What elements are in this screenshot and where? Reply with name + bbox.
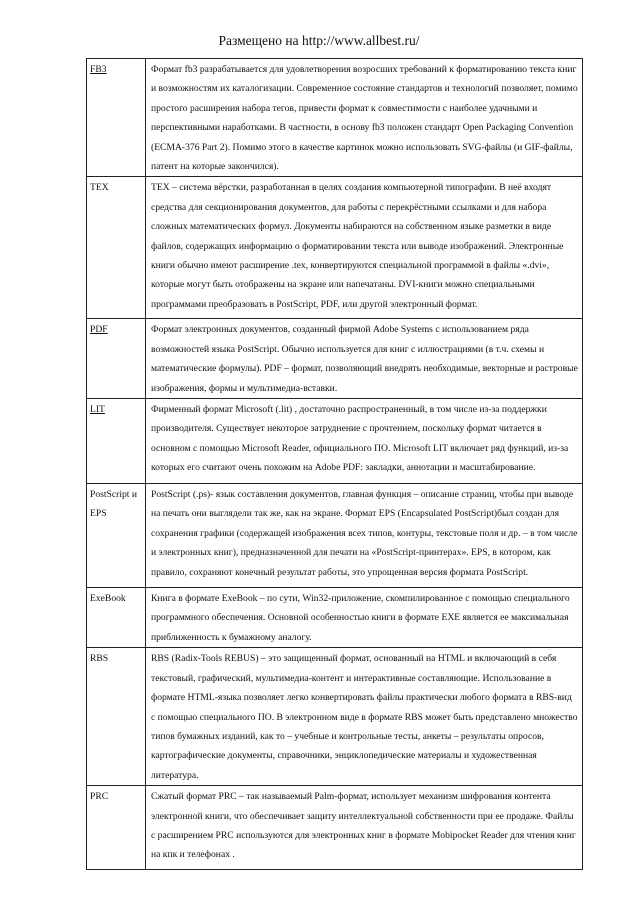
format-name-cell (87, 59, 146, 177)
table-row (87, 484, 583, 588)
format-description-cell: Сжатый формат PRC – так называемый Palm-формат, использует механизм шифрования контента электронной книги, что обеспечивает защиту интеллектуальной собственности при ее продаже. Файлы с расширением PRC используются для электронных книг в формате Mobipocket Reader для чтения книг на кпк и телефонах . (146, 786, 583, 870)
table-row (87, 588, 583, 648)
format-name-cell (87, 399, 146, 484)
format-description-cell: Книга в формате ExeBook – по сути, Win32-приложение, скомпилированное с помощью специального программного обеспечения. Основной особенностью книги в формате EXE является ее максимальная приближенность к бумажному аналогу. (146, 588, 583, 648)
format-description-cell: Формат fb3 разрабатывается для удовлетворения возросших требований к форматированию текста книг и возможностям их каталогизации. Современное состояние стандартов и технологий позволяет, помимо простого расширения набора тегов, привести формат к совместимости с наиболее удачными и перспективными наработками. В частности, в основу fb3 положен стандарт Open Packaging Convention (ECMA-376 Part 2). Помимо этого в качестве картинок можно использовать SVG-файлы (и GIF-файлы, патент на которые закончился). (146, 59, 583, 177)
format-link[interactable]: PDF (90, 324, 108, 336)
format-name: PRC (90, 791, 109, 803)
header-watermark-text: Размещено на http://www.allbest.ru/ (218, 33, 420, 48)
page-header (0, 33, 638, 49)
format-link[interactable]: LIT (90, 404, 105, 416)
format-name-cell (87, 177, 146, 319)
format-name: ExeBook (90, 593, 126, 605)
table-row (87, 399, 583, 484)
format-link[interactable]: FB3 (90, 64, 107, 75)
format-name: RBS (90, 653, 109, 665)
format-name: PostScript и EPS (90, 489, 137, 520)
format-description-cell: PostScript (.ps)- язык составления документов, главная функция – описание страниц, чтобы при выводе на печать они выглядели так же, как на экране. Формат EPS (Encapsulated PostScript)был создан для сохранения графики (содержащей изображения всех типов, контуры, текстовые поля и др. – в том числе и электронных книг), предназначенной для печати на «PostScript-принтерах». EPS, в котором, как правило, сохраняют конечный результат работы, это упрощенная версия формата PostScript. (146, 484, 583, 588)
format-description-cell: TEX – система вёрстки, разработанная в целях создания компьютерной типографии. В неё входят средства для секционирования документов, для работы с перекрёстными ссылками и для набора сложных математических формул. Документы набираются на собственном языке разметки в виде файлов, содержащих информацию о форматировании текста или выводе изображений. Электронные книги обычно имеют расширение .tex, конвертируются специальной программой в файлы «.dvi», которые могут быть отображены на экране или напечатаны. DVI-книги можно специальными программами преобразовать в PostScript, PDF, или другой электронный формат. (146, 177, 583, 319)
format-description-cell: Формат электронных документов, созданный фирмой Adobe Systems с использованием ряда возможностей языка PostScript. Обычно используется для книг с иллюстрациями (в т.ч. схемы и математические формулы). PDF – формат, позволяющий внедрять необходимые, векторные и растровые изображения, формы и мультимедиа-вставки. (146, 319, 583, 399)
table-row (87, 648, 583, 786)
table-row (87, 177, 583, 319)
format-name-cell (87, 786, 146, 870)
table-row (87, 786, 583, 870)
format-description-cell: RBS (Radix-Tools REBUS) – это защищенный формат, основанный на HTML и включающий в себя текстовый, графический, мультимедиа-контент и интерактивные составляющие. Использование в формате HTML-языка позволяет легко конвертировать файлы практически любого формата в RBS-вид с помощью специального ПО. В электронном виде в формате RBS может быть представлено множество типов бумажных изданий, как то – учебные и контрольные тесты, анкеты – результаты опросов, картографические документы, справочники, энциклопедические материалы и художественная литература. (146, 648, 583, 786)
table-row (87, 319, 583, 399)
formats-table (86, 58, 583, 870)
format-name-cell (87, 588, 146, 648)
format-name: TEX (90, 182, 109, 194)
format-description-cell: Фирменный формат Microsoft (.lit) , достаточно распространенный, в том числе из-за поддержки производителя. Существует некоторое затруднение с прочтением, поскольку формат читается в основном с помощью Microsoft Reader, официального ПО. Microsoft LIT включает ряд функций, из-за которых его считают очень похожим на Adobe PDF: закладки, аннотации и масштабирование. (146, 399, 583, 484)
format-name-cell (87, 484, 146, 588)
table-row (87, 59, 583, 177)
format-name-cell (87, 319, 146, 399)
format-name-cell (87, 648, 146, 786)
